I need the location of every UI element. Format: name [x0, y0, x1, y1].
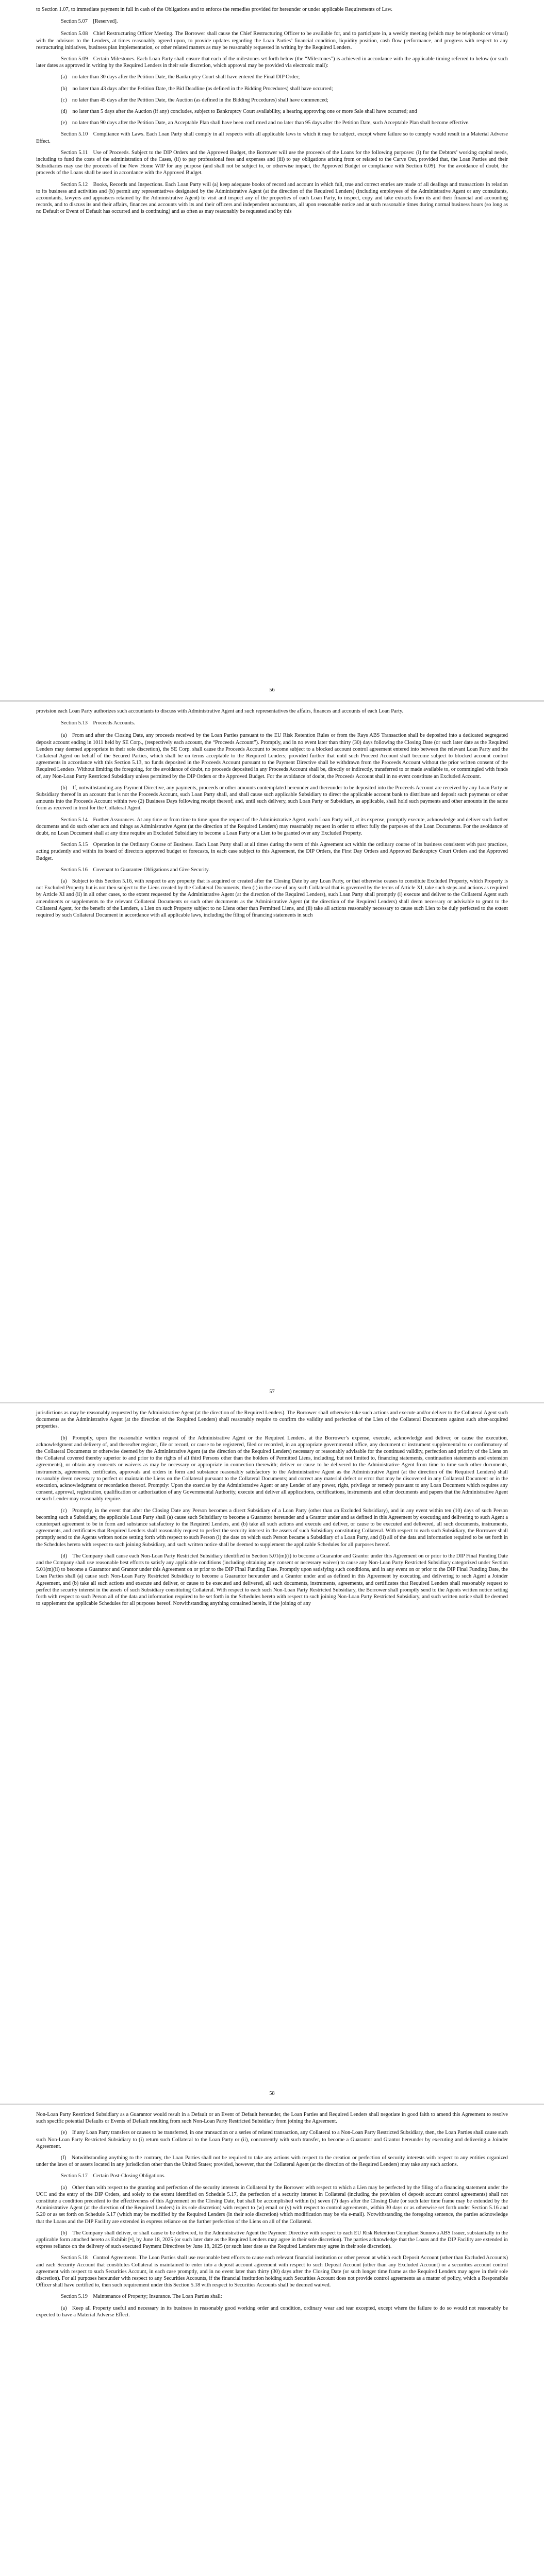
page-58 [0, 1403, 544, 2105]
paragraph: (a) Other than with respect to the granting and perfection of the security interests in Collateral by the Borrower with respect to which a Lien may be perfected by the filing of a financing statement under the UCC and the entry of the DIP Orders, and solely to the extent identified on Schedule 5.17, the perfection of a security interest in Collateral (including the provision of deposit account control agreements) shall not constitute a condition precedent to the effectiveness of this Agreement on the Closing Date, but shall be accomplished within (x) seven (7) days after the Closing Date (or such later time frame may be extended by the Administrative Agent (at the direction of the Required Lenders) in its sole discretion) with respect to (w) email or (y) with respect to control agreements, within 30 days or as otherwise set forth under Section 5.16 and 5.20 or as set forth on Schedule 5.17 (which may be modified by the Required Lenders (in their sole discretion) which modification may be via e-mail). Notwithstanding the foregoing sentence, the parties acknowledge that the Loans and the DIP Facility are extended in express reliance on the further perfection of the Liens on all of the Collateral. [36, 2184, 508, 2225]
paragraph: Section 5.11 Use of Proceeds. Subject to the DIP Orders and the Approved Budget, the Borrower will use the proceeds of the Loans for the following purposes: (i) for the Debtors’ working capital needs, including to fund the costs of the administration of the Cases, (ii) to pay professional fees and expenses and (iii) to pay obligations arising from or related to the Carve Out, provided that, the Loan Parties and their Subsidiaries may use the proceeds of the New Home WIP for any purpose (and shall not be subject to, or otherwise impact, the Approved Budget or compliance with Section 6.09). For the avoidance of doubt, the proceeds of the Loans shall be used in accordance with the Approved Budget. [36, 149, 508, 176]
paragraph: (a) Subject to this Section 5.16, with respect to any property that is acquired or created after the Closing Date by any Loan Party, or that otherwise ceases to constitute Excluded Property, which Property is not Excluded Property but is not then subject to the Liens created by the Collateral Documents, then (i) in the case of any such Collateral that is governed by the terms of Article XI, take such steps and actions as required by Article XI and (ii) in all other cases, to the extent requested by the Administrative Agent (at the direction of the Required Lenders), such Loan Party shall promptly (i) execute and deliver to the Collateral Agent such amendments or supplements to the relevant Collateral Documents or such other documents as the Administrative Agent (at the direction of the Required Lenders) shall deem necessary or advisable to grant to the Collateral Agent, for the benefit of the Lenders, a Lien on such Property subject to no Liens other than Permitted Liens, and (ii) take all actions reasonably necessary to cause such Lien to be duly perfected to the extent required by such Collateral Document in accordance with all applicable laws, including the filing of financing statements in such [36, 878, 508, 919]
paragraph: (c) no later than 45 days after the Petition Date, the Auction (as defined in the Bidding Procedures) shall have commenced; [61, 97, 328, 103]
paragraph: (f) Notwithstanding anything to the contrary, the Loan Parties shall not be required to take any actions with respect to the creation or perfection of security interests with respect to any entities organized under the laws of or assets located in any jurisdiction other than the United States; provided, however, that the Collateral Agent (at the direction of the Required Lenders) may take any such actions. [36, 2155, 508, 2168]
page-57 [0, 702, 544, 1403]
page-number: 56 [269, 687, 275, 693]
paragraph: Section 5.14 Further Assurances. At any time or from time to time upon the request of the Administrative Agent, each Loan Party will, at its expense, promptly execute, acknowledge and deliver such further documents and do such other acts and things as Administrative Agent (at the direction of the Required Lenders) may reasonably request in order to effect fully the purposes of the Loan Documents. For the avoidance of doubt, no Loan Document shall at any time require an Excluded Subsidiary to become a Loan Party or a Lien to be granted over any Excluded Property. [36, 817, 508, 837]
paragraph: Non-Loan Party Restricted Subsidiary as a Guarantor would result in a Default or an Event of Default hereunder, the Loan Parties and Required Lenders shall negotiate in good faith to amend this Agreement to resolve such specific potential Defaults or Events of Default resulting from such Non-Loan Party Restricted Subsidiary from joining the Agreement. [36, 2112, 508, 2125]
paragraph: Section 5.15 Operation in the Ordinary Course of Business. Each Loan Party shall at all times during the term of this Agreement act within the ordinary course of its business consistent with past practices, acting prudently and within its board of directors approved budget or forecasts, in each case subject to this Agreement, the DIP Orders, the First Day Orders and Approved Bankruptcy Court Orders and the Approved Budget. [36, 842, 508, 861]
paragraph: (d) no later than 5 days after the Auction (if any) concludes, subject to Bankruptcy Court availability, a hearing approving one or more Sale shall have occurred; and [61, 109, 417, 115]
paragraph: jurisdictions as may be reasonably requested by the Administrative Agent (at the direction of the Required Lenders). The Borrower shall otherwise take such actions and execute and/or deliver to the Collateral Agent such documents as the Administrative Agent (at the direction of the Required Lenders) shall reasonably require to confirm the validity and perfection of the Lien of the Collateral Documents against such after-acquired properties. [36, 1410, 508, 1430]
paragraph: (b) Promptly, upon the reasonable written request of the Administrative Agent or the Required Lenders, at the Borrower’s expense, execute, acknowledge and deliver, or cause the execution, acknowledgment and delivery of, and thereafter register, file or record, or cause to be registered, filed or recorded, in an appropriate governmental office, any document or instrument supplemental to or confirmatory of the Collateral Documents or otherwise deemed by the Administrative Agent (at the direction of the Required Lenders) necessary or reasonably advisable for the continued validity, perfection and priority of the Liens on the Collateral covered thereby superior to and prior to the rights of all third Persons other than the holders of Permitted Liens, including, but not limited to, financing statements, continuation statements and extension agreements), or obtain any consents or waivers as may be necessary or appropriate in connection therewith; deliver or cause to be delivered to the Administrative Agent from time to time such other documents, instruments, agreements, certificates, approvals and orders in form and substance reasonably satisfactory to the Administrative Agent as the Administrative Agent (at the direction of the Required Lenders) shall reasonably deem necessary to perfect or maintain the Liens on the Collateral pursuant to the Collateral Documents; and correct any material defect or error that may be discovered in any Collateral Document or in the execution, acknowledgment or recordation thereof. Promptly: Upon the exercise by the Administrative Agent or any Lender of any power, right, privilege or remedy pursuant to any Loan Document which requires any consent, approval, registration, qualification or authorization of any Governmental Authority, execute and deliver all applications, certifications, instruments and other documents and papers that the Administrative Agent or such Lender may reasonably require. [36, 1435, 508, 1502]
paragraph: Section 5.16 Covenant to Guarantee Obligations and Give Security. [61, 867, 210, 873]
paragraph: (e) no later than 90 days after the Petition Date, an Acceptable Plan shall have been confirmed and no later than 95 days after the Petition Date, such Acceptable Plan shall become effective. [61, 120, 470, 126]
paragraph: (a) Keep all Property useful and necessary in its business in reasonably good working order and condition, ordinary wear and tear excepted, except where the failure to do so would not reasonably be expected to have a Material Adverse Effect. [36, 2305, 508, 2318]
paragraph: (b) no later than 43 days after the Petition Date, the Bid Deadline (as defined in the Bidding Procedures) shall have occurred; [61, 86, 333, 92]
paragraph: (b) The Company shall deliver, or shall cause to be delivered, to the Administrative Agent the Payment Directive with respect to each EU Risk Retention Compliant Sunnova ABS Issuer, substantially in the applicable form attached hereto as Exhibit [•], by June 18, 2025 (or such later date as the Required Lenders may agree in their sole discretion). The parties acknowledge that the Loans and the DIP Facility are extended in express reliance on the delivery of such executed Payment Directives by June 18, 2025 (or such later date as the Required Lenders may agree in their sole discretion). [36, 2230, 508, 2250]
page-number: 58 [269, 2091, 275, 2096]
paragraph: Section 5.19 Maintenance of Property; Insurance. The Loan Parties shall: [61, 2294, 222, 2300]
paragraph: to Section 1.07, to immediate payment in full in cash of the Obligations and to enforce the remedies provided for hereunder or under applicable Requirements of Law. [36, 7, 392, 12]
paragraph: Section 5.07 [Reserved]. [61, 19, 118, 25]
paragraph: provision each Loan Party authorizes such accountants to discuss with Administrative Agent and such representatives the affairs, finances and accounts of each Loan Party. [36, 708, 404, 714]
page-59 [0, 2105, 544, 2576]
page-number: 57 [269, 1389, 275, 1395]
paragraph: (b) If, notwithstanding any Payment Directive, any payments, proceeds or other amounts contemplated hereunder and thereunder to be deposited into the Proceeds Account are received by any Loan Party or Subsidiary thereof in an account that is not the Proceeds Account, such Loan Party shall, and shall cause such applicable Subsidiary to direct the applicable account bank to distribute and deposit such payments or other amounts into the Proceeds Account within two (2) Business Days following receipt thereof; and, until such delivery, such Loan Party or Subsidiary, as applicable, shall hold such payments and other amounts in the same form as received in trust for the Collateral Agent. [36, 785, 508, 811]
page-56 [0, 0, 544, 702]
paragraph: (a) no later than 30 days after the Petition Date, the Bankruptcy Court shall have entered the Final DIP Order; [61, 74, 300, 80]
paragraph: (c) Promptly, in the event that after the Closing Date any Person becomes a direct Subsidiary of a Loan Party (other than an Excluded Subsidiary), and in any event within ten (10) days of such Person becoming such a Subsidiary, the applicable Loan Party shall (a) cause such Subsidiary to become a Guarantor hereunder and a Grantor under and as defined in this Agreement by executing and delivering to such Agent a counterpart agreement to be in form and substance satisfactory to the Required Lenders, and (b) take all such actions and execute and deliver, or cause to be executed and delivered, all such documents, instruments, agreements, and certificates that Required Lenders shall reasonably request to perfect the security interest in the assets of such Subsidiary constituting Collateral. With respect to each such Subsidiary, the Borrower shall promptly send to the Agents written notice setting forth with respect to such Person (i) the date on which such Person became a Subsidiary of a Loan Party, and (ii) all of the data and information required to be set forth in the Schedules hereto with respect to such joining Subsidiary, and such written notice shall be deemed to supplement the applicable Schedules for all purposes hereof. [36, 1507, 508, 1548]
paragraph: Section 5.18 Control Agreements. The Loan Parties shall use reasonable best efforts to cause each relevant financial institution or other person at which each Deposit Account (other than Excluded Accounts) and each Security Account that constitutes Collateral is maintained to enter into a deposit account agreement with respect to such Deposit Account (other than any Excluded Account) or a securities account control agreement with respect to such Securities Account, in each case promptly, and in no event later than thirty (30) days after the Closing Date (or such longer time frame as the Required Lenders may agree in their sole discretion). For all purposes hereunder with respect to any Securities Accounts, if the financial institution holding such Securities Account does not provide control agreements as a matter of policy, which a Responsible Officer shall have certified to, then such requirement under this Section 5.18 with respect to Securities Accounts shall be deemed waived. [36, 2255, 508, 2289]
paragraph: Section 5.17 Certain Post-Closing Obligations. [61, 2173, 166, 2179]
paragraph: Section 5.09 Certain Milestones. Each Loan Party shall ensure that each of the milestones set forth below (the “Milestones”) is achieved in accordance with the applicable timing referred to below (or such later dates as approved in writing by the Required Lenders in their sole discretion, which approval may be provided via electronic mail): [36, 56, 508, 69]
paragraph: Section 5.08 Chief Restructuring Officer Meeting. The Borrower shall cause the Chief Restructuring Officer to be available for, and to participate in, a weekly meeting (which may be telephonic or virtual) with the advisors to the Lenders, at times reasonably agreed upon, to provide updates regarding the Loan Parties’ financial condition, liquidity position, cash flow performance, and progress with respect to any restructuring initiatives, business plan implementation, or other related matters as may be reasonably requested in writing by the Required Lenders. [36, 31, 508, 50]
paragraph: Section 5.10 Compliance with Laws. Each Loan Party shall comply in all respects with all applicable laws to which it may be subject, except where failure so to comply would result in a Material Adverse Effect. [36, 131, 508, 144]
paragraph: Section 5.13 Proceeds Accounts. [61, 720, 135, 726]
paragraph: (d) The Company shall cause each Non-Loan Party Restricted Subsidiary identified in Section 5.01(m)(i) to become a Guarantor and Grantor under this Agreement on or prior to the DIP Final Funding Date and the Company shall use reasonable best efforts to satisfy any applicable conditions (including obtaining any consent or necessary waiver) to cause any Non-Loan Party Restricted Subsidiary categorized under Section 5.01(m)(ii) to become a Guarantor and Grantor under this Agreement on or prior to the DIP Final Funding Date. Promptly upon satisfying such conditions, and in any event on or prior to the DIP Final Funding Date, the Loan Parties shall (a) cause such Non-Loan Party Restricted Subsidiary to become a Guarantor hereunder and a Grantor under and as defined in this Agreement by executing and delivering to such Agent a Joinder Agreement, and (b) take all such actions and execute and deliver, or cause to be executed and delivered, all such documents, instruments, agreements, and certificates that Required Lenders shall reasonably request to perfect the security interest in the assets of such Subsidiary constituting Collateral. With respect to each such Non-Loan Party Restricted Subsidiary, the Borrower shall promptly send to the Agents written notice setting forth with respect to such Person all of the data and information required to be set forth in the Schedules hereto with respect to such joining Non-Loan Party Restricted Subsidiary, and such written notice shall be deemed to supplement the applicable Schedules for all purposes hereof. Notwithstanding anything contained herein, if the joining of any [36, 1553, 508, 1607]
paragraph: (a) From and after the Closing Date, any proceeds received by the Loan Parties pursuant to the EU Risk Retention Rules or from the Rays ABS Transaction shall be deposited into a dedicated segregated deposit account ending in 1011 held by SE Corp., (respectively each account, the “Proceeds Account”). Promptly, and in no event later than thirty (30) days following the Closing Date (or such later date as the Required Lenders may deemed appropriate in their sole discretion), the SE Corp. shall cause the Proceeds Account to become subject to a blocked account control agreement entered into between the relevant Loan Party and the Collateral Agent on behalf of the Secured Parties, which shall be on terms acceptable to the Required Lenders; provided further that until such Proceed Account shall become subject to blocked account control agreements in accordance with this Section 5.13, no funds deposited in the Proceeds Account pursuant to the Payment Directive shall be withdrawn from the Proceeds Account without the prior written consent of the Required Lenders. Without limiting the foregoing, for the avoidance of doubt, no proceeds deposited in any Proceeds Account shall be, directly or indirectly, transferred to or made available to, or commingled with funds of, any Non-Loan Party Restricted Subsidiary unless permitted by the DIP Orders or the Approved Budget. For the avoidance of doubt, the Proceeds Account shall in no event constitute an Excluded Account. [36, 733, 508, 779]
paragraph: Section 5.12 Books, Records and Inspections. Each Loan Party will (a) keep adequate books of record and account in which full, true and correct entries are made of all dealings and transactions in relation to its business and activities and (b) permit any representatives designated by the Administrative Agent (at the direction of the Required Lenders) (including employees of the Administrative Agent or any consultants, accountants, lawyers and appraisers retained by the Administrative Agent) to visit and inspect any of the properties of each Loan Party, to inspect, copy and take extracts from its and their financial and accounting records, and to discuss its and their affairs, finances and accounts with its and their officers and independent accountants, all upon reasonable notice and at such reasonable times during normal business hours (so long as no Default or Event of Default has occurred and is continuing) and as often as may reasonably be requested and by this [36, 181, 508, 215]
paragraph: (e) If any Loan Party transfers or causes to be transferred, in one transaction or a series of related transaction, any Collateral to a Non-Loan Party Restricted Subsidiary, then, the Loan Parties shall cause such such Non-Loan Party Restricted Subsidiary to (i) return such Collateral to the Loan Party or (ii), concurrently with such transfer, to become a Guarantor and Grantor hereunder by executing and delivering a Joinder Agreement. [36, 2130, 508, 2149]
